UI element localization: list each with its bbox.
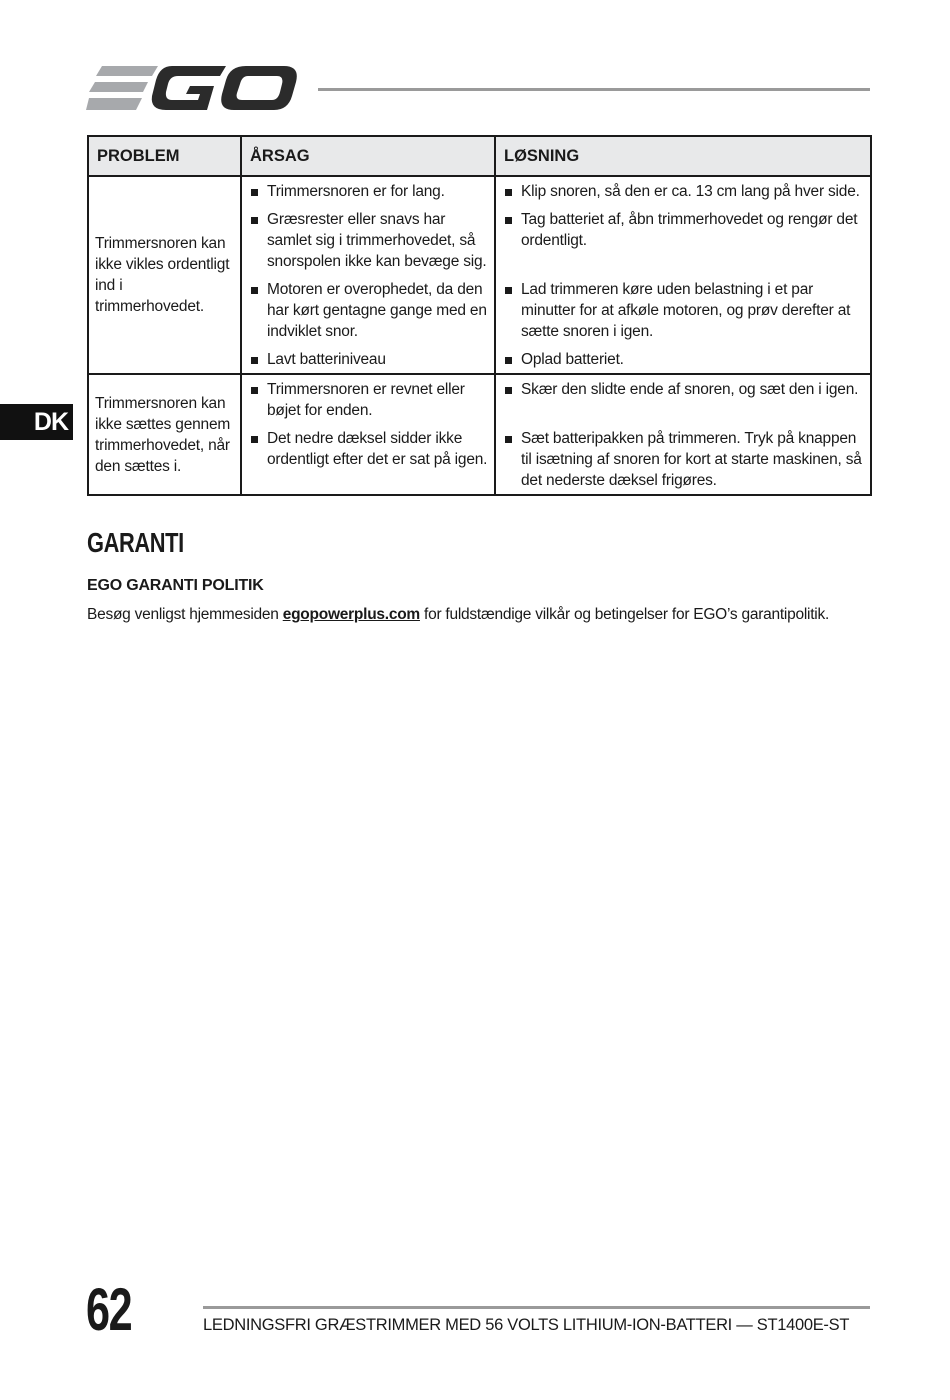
bullet-icon: [504, 279, 521, 300]
bullet-icon: [250, 428, 267, 449]
solution-item: Tag batteriet af, åbn trimmerhovedet og rengør det ordentligt.: [504, 209, 864, 279]
warranty-text-after: for fuldstændige vilkår og betingelser for EGO’s garantipolitik.: [419, 606, 830, 623]
table-row: [88, 374, 871, 495]
cause-item: Lavt batteriniveau: [250, 349, 488, 370]
language-tab: DK: [0, 404, 73, 440]
header-problem: PROBLEM: [88, 136, 241, 176]
bullet-icon: [250, 181, 267, 202]
cause-item: Græsrester eller snavs har samlet sig i trimmerhovedet, så snorspolen ikke kan bevæge sig.: [250, 209, 488, 279]
cause-cell: [241, 374, 495, 495]
footer-text: LEDNINGSFRI GRÆSTRIMMER MED 56 VOLTS LITHIUM-ION-BATTERI — ST1400E-ST: [203, 1316, 850, 1334]
bullet-icon: [250, 379, 267, 400]
bullet-icon: [504, 209, 521, 230]
logo-o: [221, 66, 297, 110]
header-solution: LØSNING: [495, 136, 871, 176]
cause-item: Trimmersnoren er for lang.: [250, 181, 488, 209]
bullet-icon: [504, 428, 521, 449]
logo-e-stripe-bot: [86, 98, 142, 110]
bullet-icon: [504, 379, 521, 400]
problem-cell: Trimmersnoren kan ikke vikles ordentligt ind i trimmerhovedet.: [88, 176, 241, 374]
logo-g: [152, 66, 226, 110]
bullet-icon: [504, 349, 521, 370]
logo-e-stripe-mid: [89, 82, 148, 92]
warranty-link[interactable]: egopowerplus.com: [282, 606, 420, 623]
cause-item: Det nedre dæksel sidder ikke ordentligt efter det er sat på igen.: [250, 428, 488, 491]
page-number: 62: [86, 1276, 132, 1343]
bullet-icon: [250, 209, 267, 230]
warranty-subtitle: EGO GARANTI POLITIK: [87, 577, 264, 594]
header-rule: [318, 88, 870, 91]
logo-e-stripe-top: [96, 66, 158, 76]
solution-item: Sæt batteripakken på trimmeren. Tryk på knappen til isætning af snoren for kort at starte maskinen, så det nederste dæksel frigøres.: [504, 428, 864, 491]
bullet-icon: [250, 279, 267, 300]
footer-rule: [203, 1306, 870, 1309]
cause-cell: [241, 176, 495, 374]
cause-item: Motoren er overophedet, da den har kørt gentagne gange med en indviklet snor.: [250, 279, 488, 349]
problem-cell: Trimmersnoren kan ikke sættes gennem trimmerhovedet, når den sættes i.: [88, 374, 241, 495]
solution-item: Skær den slidte ende af snoren, og sæt den i igen.: [504, 379, 864, 428]
solution-item: Lad trimmeren køre uden belastning i et par minutter for at afkøle motoren, og prøv derefter at sætte snoren i igen.: [504, 279, 864, 349]
table-row: [88, 176, 871, 374]
warranty-title: GARANTI: [87, 527, 184, 558]
troubleshooting-table: [87, 135, 872, 496]
cause-item: Trimmersnoren er revnet eller bøjet for enden.: [250, 379, 488, 428]
solution-item: Oplad batteriet.: [504, 349, 864, 370]
solution-cell: [495, 176, 871, 374]
solution-cell: [495, 374, 871, 495]
header-cause: ÅRSAG: [241, 136, 495, 176]
warranty-text-before: Besøg venligst hjemmesiden: [87, 606, 283, 623]
table-header-row: [88, 136, 871, 176]
bullet-icon: [504, 181, 521, 202]
bullet-icon: [250, 349, 267, 370]
ego-logo: [86, 62, 298, 114]
warranty-paragraph: [87, 606, 829, 624]
solution-item: Klip snoren, så den er ca. 13 cm lang på hver side.: [504, 181, 864, 209]
